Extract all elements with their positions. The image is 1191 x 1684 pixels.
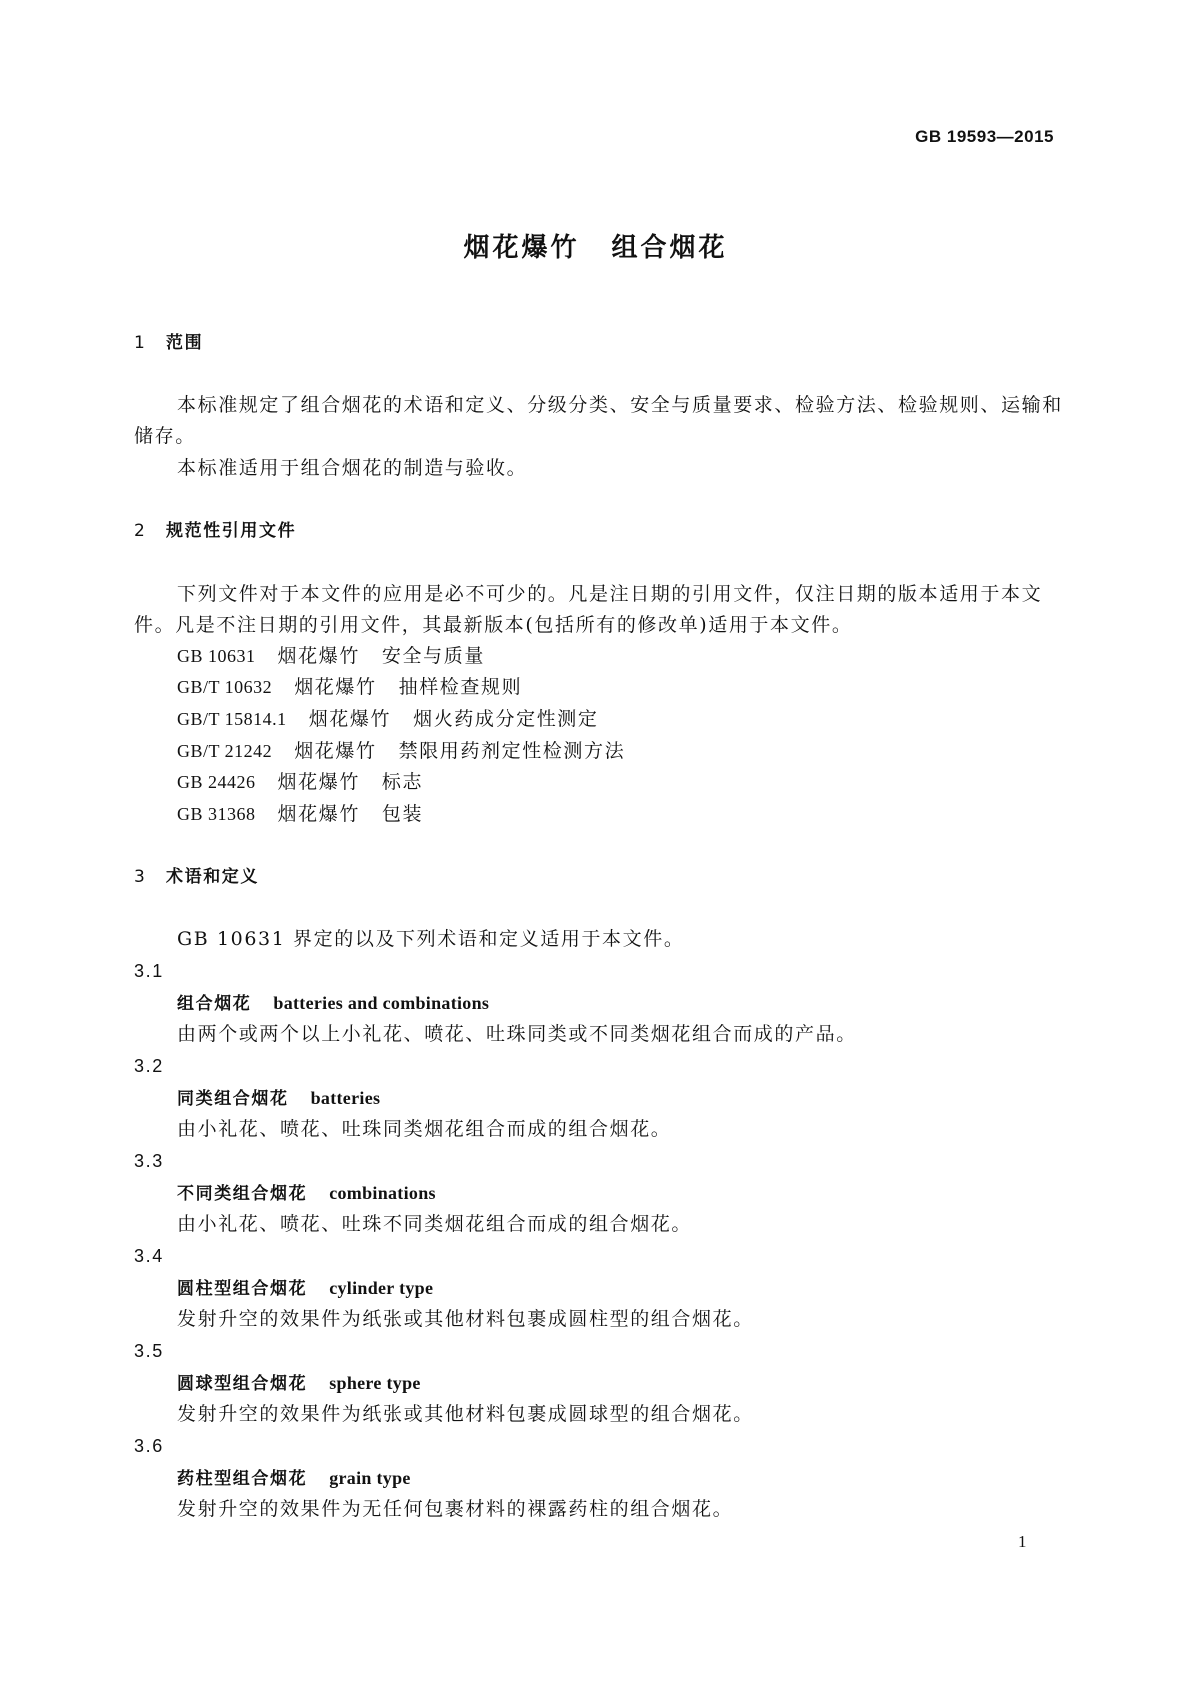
reference-name: 烟火药成分定性测定	[413, 708, 599, 730]
term-en: batteries and combinations	[273, 993, 490, 1013]
reference-name: 安全与质量	[381, 645, 485, 667]
term-zh: 不同类组合烟花	[177, 1184, 308, 1204]
section-number: 3	[134, 867, 147, 887]
reference-name: 抽样检查规则	[398, 676, 523, 698]
reference-item	[177, 644, 485, 668]
term-definition: 发射升空的效果件为无任何包裹材料的裸露药柱的组合烟花。	[177, 1498, 734, 1520]
term-heading	[177, 1466, 411, 1491]
term-number: 3.4	[134, 1246, 164, 1266]
term-heading	[177, 1181, 436, 1206]
term-definition: 发射升空的效果件为纸张或其他材料包裹成圆球型的组合烟花。	[177, 1403, 754, 1425]
reference-name: 标志	[381, 771, 424, 793]
reference-name: 包装	[381, 803, 424, 825]
reference-item	[177, 707, 599, 731]
reference-item	[177, 739, 625, 763]
paragraph-line: 储存。	[134, 425, 196, 447]
section-number: 2	[134, 521, 147, 541]
paragraph-line: GB 10631 界定的以及下列术语和定义适用于本文件。	[177, 928, 685, 950]
title-main: 烟花爆竹	[463, 233, 580, 263]
page-title	[0, 232, 1191, 264]
reference-code: GB 31368	[177, 804, 256, 824]
section-title: 范围	[166, 333, 204, 353]
reference-item	[177, 675, 522, 699]
reference-code: GB 24426	[177, 772, 256, 792]
reference-category: 烟花爆竹	[294, 676, 377, 698]
term-definition: 由小礼花、喷花、吐珠不同类烟花组合而成的组合烟花。	[177, 1213, 693, 1235]
title-sub: 组合烟花	[611, 233, 728, 263]
term-number: 3.1	[134, 961, 164, 981]
term-number: 3.5	[134, 1341, 164, 1361]
term-en: batteries	[310, 1088, 381, 1108]
term-definition: 发射升空的效果件为纸张或其他材料包裹成圆柱型的组合烟花。	[177, 1308, 754, 1330]
section-title: 规范性引用文件	[166, 521, 297, 541]
term-zh: 同类组合烟花	[177, 1089, 289, 1109]
term-en: cylinder type	[329, 1278, 434, 1298]
reference-category: 烟花爆竹	[277, 645, 360, 667]
reference-code: GB/T 10632	[177, 677, 273, 697]
document-code: GB 19593—2015	[915, 127, 1054, 146]
term-heading	[177, 1086, 380, 1111]
term-en: combinations	[329, 1183, 436, 1203]
reference-code: GB/T 15814.1	[177, 709, 287, 729]
section-heading-normative-references	[134, 519, 296, 543]
section-number: 1	[134, 333, 147, 353]
term-number: 3.3	[134, 1151, 164, 1171]
section-heading-terms-definitions	[134, 865, 259, 889]
reference-category: 烟花爆竹	[308, 708, 392, 730]
term-zh: 圆柱型组合烟花	[177, 1279, 308, 1299]
reference-category: 烟花爆竹	[294, 740, 377, 762]
paragraph-line: 本标准规定了组合烟花的术语和定义、分级分类、安全与质量要求、检验方法、检验规则、运输和	[177, 394, 1063, 416]
paragraph-line: 件。凡是不注日期的引用文件，其最新版本(包括所有的修改单)适用于本文件。	[134, 614, 853, 636]
term-zh: 组合烟花	[177, 994, 252, 1014]
term-heading	[177, 991, 489, 1016]
section-title: 术语和定义	[166, 867, 259, 887]
reference-name: 禁限用药剂定性检测方法	[398, 740, 626, 762]
paragraph-line: 下列文件对于本文件的应用是必不可少的。凡是注日期的引用文件，仅注日期的版本适用于本文	[177, 583, 1043, 605]
term-definition: 由两个或两个以上小礼花、喷花、吐珠同类或不同类烟花组合而成的产品。	[177, 1023, 857, 1045]
term-number: 3.6	[134, 1436, 164, 1456]
reference-item	[177, 770, 423, 794]
reference-code: GB/T 21242	[177, 741, 273, 761]
term-definition: 由小礼花、喷花、吐珠同类烟花组合而成的组合烟花。	[177, 1118, 672, 1140]
term-heading	[177, 1276, 433, 1301]
reference-code: GB 10631	[177, 646, 256, 666]
reference-item	[177, 802, 423, 826]
term-heading	[177, 1371, 421, 1396]
reference-category: 烟花爆竹	[277, 803, 360, 825]
term-zh: 药柱型组合烟花	[177, 1469, 308, 1489]
term-en: grain type	[329, 1468, 411, 1488]
page-number: 1	[1018, 1532, 1029, 1551]
term-zh: 圆球型组合烟花	[177, 1374, 308, 1394]
term-en: sphere type	[329, 1373, 421, 1393]
term-number: 3.2	[134, 1056, 164, 1076]
section-heading-scope	[134, 331, 203, 355]
paragraph-line: 本标准适用于组合烟花的制造与验收。	[177, 457, 528, 479]
reference-category: 烟花爆竹	[277, 771, 360, 793]
